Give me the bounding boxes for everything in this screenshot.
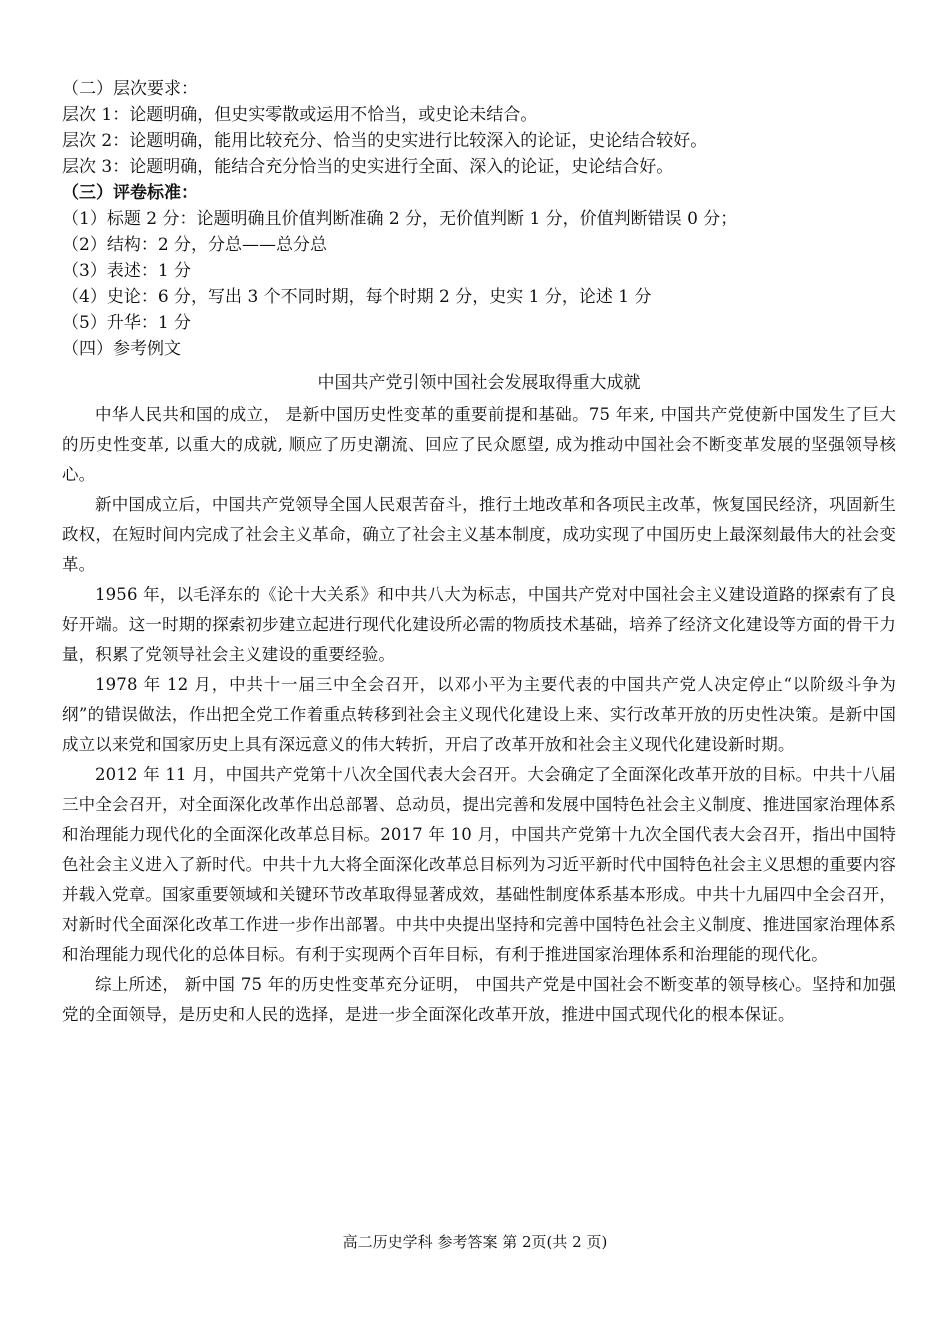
level-item-2: 层次 2：论题明确，能用比较充分、恰当的史实进行比较深入的论证，史论结合较好。	[62, 131, 708, 151]
section-heading-levels: （二）层次要求：	[62, 79, 198, 99]
criteria-item-1: （1）标题 2 分：论题明确且价值判断准确 2 分，无价值判断 1 分，价值判断错误 0 分；	[62, 209, 738, 229]
essay-title: 中国共产党引领中国社会发展取得重大成就	[317, 373, 641, 393]
criteria-item-2: （2）结构：2 分，分总——总分总	[62, 235, 328, 255]
page-footer: 高二历史学科 参考答案 第 2页(共 2 页)	[342, 1233, 608, 1251]
criteria-item-5: （5）升华：1 分	[62, 313, 192, 333]
section-heading-sample-essay: （四）参考例文	[62, 339, 181, 359]
essay-paragraph-5: 2012 年 11 月，中国共产党第十八次全国代表大会召开。大会确定了全面深化改革开放的目标。中共十八届三中全会召开，对全面深化改革作出总部署、总动员，提出完善和发展中国特色社会主义制度、推进国家治理体系和治理能力现代化的全面深化改革总目标。2017 年 10 月，中国共产党第十九次全国代表大会召开，指出中国特色社会主义进入了新时代。中共十九大将全面深化改革总目标列为习近平新时代中国特色社会主义思想的重要内容并载入党章。国家重要领域和关键环节改革取得显著成效，基础性制度体系基本形成。中共十九届四中全会召开，对新时代全面深化改革工作进一步作出部署。中共中央提出坚持和完善中国特色社会主义制度、推进国家治理体系和治理能力现代化的总体目标。有利于实现两个百年目标，有利于推进国家治理体系和治理能的现代化。	[62, 765, 896, 964]
section-heading-grading: （三）评卷标准：	[62, 183, 198, 203]
essay-paragraph-6: 综上所述， 新中国 75 年的历史性变革充分证明， 中国共产党是中国社会不断变革的领导核心。坚持和加强党的全面领导，是历史和人民的选择，是进一步全面深化改革开放，推进中国式现代化的根本保证。	[62, 975, 896, 1024]
answer-page	[62, 76, 896, 1030]
criteria-item-4: （4）史论：6 分，写出 3 个不同时期，每个时期 2 分，史实 1 分，论述 1 分	[62, 287, 652, 307]
level-item-1: 层次 1：论题明确，但史实零散或运用不恰当，或史论未结合。	[62, 105, 538, 125]
criteria-item-3: （3）表述：1 分	[62, 261, 192, 281]
essay-paragraph-2: 新中国成立后，中国共产党领导全国人民艰苦奋斗，推行土地改革和各项民主改革，恢复国民经济，巩固新生政权，在短时间内完成了社会主义革命，确立了社会主义基本制度，成功实现了中国历史上最深刻最伟大的社会变革。	[62, 495, 896, 574]
level-item-3: 层次 3：论题明确，能结合充分恰当的史实进行全面、深入的论证，史论结合好。	[62, 157, 674, 177]
essay-paragraph-4: 1978 年 12 月，中共十一届三中全会召开，以邓小平为主要代表的中国共产党人决定停止“以阶级斗争为纲”的错误做法，作出把全党工作着重点转移到社会主义现代化建设上来、实行改革开放的历史性决策。是新中国成立以来党和国家历史上具有深远意义的伟大转折，开启了改革开放和社会主义现代化建设新时期。	[62, 675, 896, 754]
essay-paragraph-1: 中华人民共和国的成立， 是新中国历史性变革的重要前提和基础。75 年来, 中国共产党使新中国发生了巨大的历史性变革, 以重大的成就, 顺应了历史潮流、回应了民众愿望, 成为推动中国社会不断变革发展的坚强领导核心。	[62, 405, 896, 484]
essay-paragraph-3: 1956 年，以毛泽东的《论十大关系》和中共八大为标志，中国共产党对中国社会主义建设道路的探索有了良好开端。这一时期的探索初步建立起进行现代化建设所必需的物质技术基础，培养了经济文化建设等方面的骨干力量，积累了党领导社会主义建设的重要经验。	[62, 585, 896, 664]
